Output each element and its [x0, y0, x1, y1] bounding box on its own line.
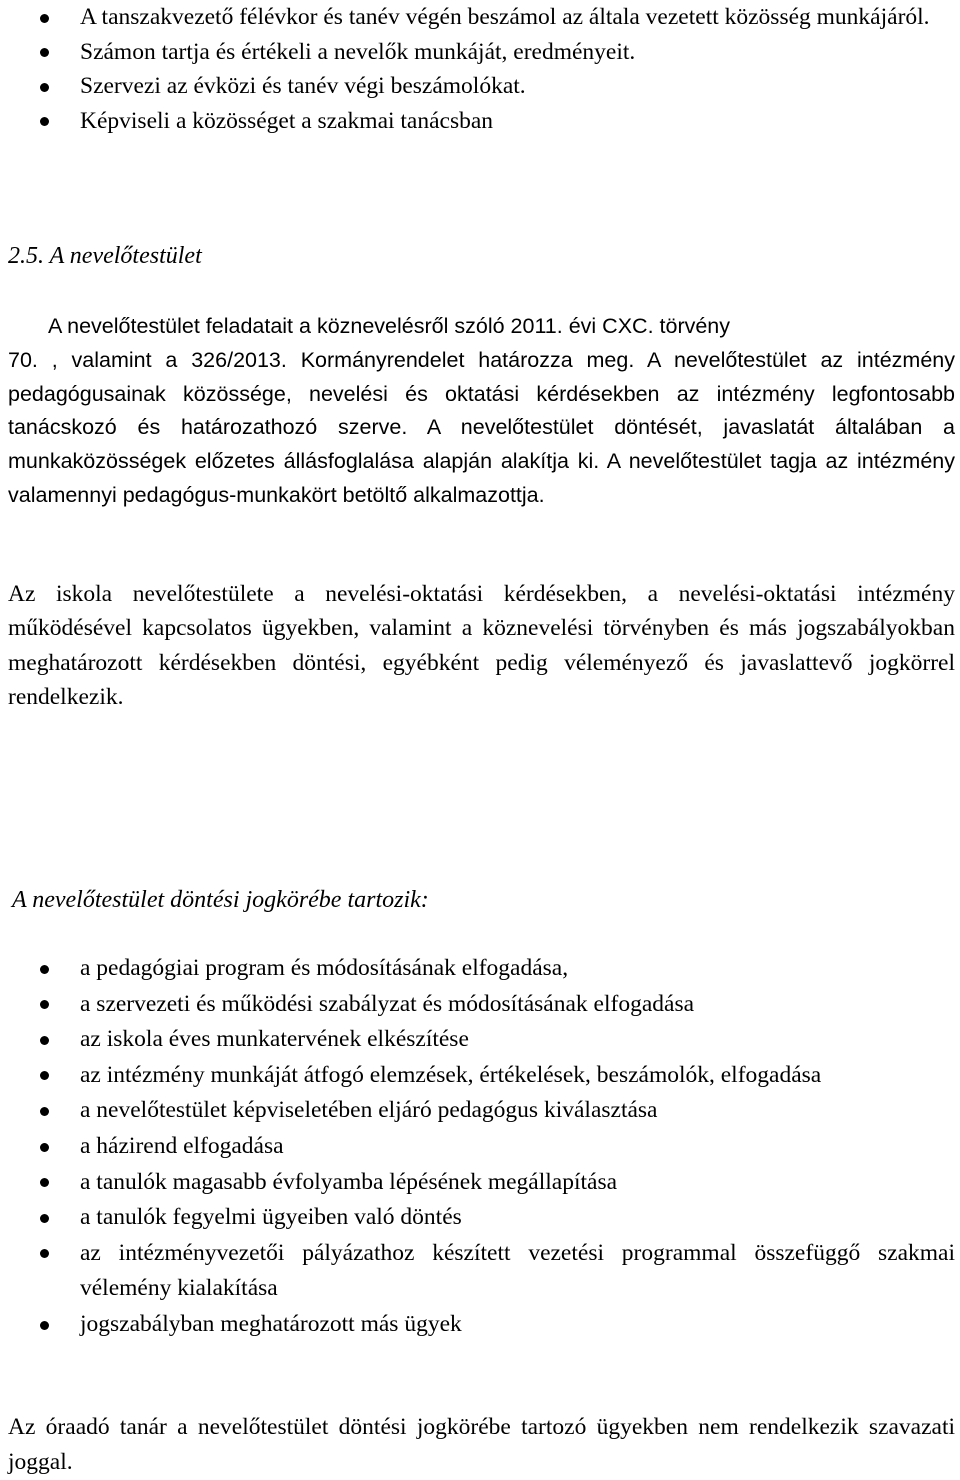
- list-item: [0, 1058, 955, 1094]
- list-item: [0, 104, 955, 139]
- bullet-icon: [40, 1214, 49, 1223]
- list-item-text: az iskola éves munkatervének elkészítése: [80, 1026, 469, 1053]
- list-item: [0, 69, 955, 104]
- bullet-icon: [40, 1071, 49, 1080]
- closing-paragraph: Az óraadó tanár a nevelőtestület döntési jogkörébe tartozó ügyekben nem rendelkezik szavazati joggal.: [8, 1414, 955, 1475]
- decision-list: [0, 951, 955, 1343]
- list-item: [0, 0, 955, 35]
- tanszakvezeto-duties-list: [0, 0, 955, 138]
- bullet-icon: [40, 117, 49, 126]
- paragraph-first-line: A nevelőtestület feladatait a köznevelésről szóló 2011. évi CXC. törvény: [48, 314, 731, 338]
- list-item: [0, 951, 955, 987]
- bullet-icon: [40, 1321, 49, 1330]
- bullet-icon: [40, 48, 49, 57]
- bullet-icon: [40, 1249, 49, 1258]
- list-item-text: az intézmény munkáját átfogó elemzések, értékelések, beszámolók, elfogadása: [80, 1061, 822, 1088]
- section-heading: 2.5. A nevelőtestület: [8, 243, 202, 269]
- bullet-icon: [40, 1107, 49, 1116]
- list-item: [0, 1307, 955, 1343]
- list-item-text: a pedagógiai program és módosításának elfogadása,: [80, 955, 569, 981]
- list-item: [0, 1165, 955, 1201]
- list-item-text: Szervezi az évközi és tanév végi beszámolókat.: [80, 73, 526, 99]
- list-item-text: Képviseli a közösséget a szakmai tanácsban: [80, 107, 494, 134]
- list-item: [0, 35, 955, 70]
- list-item-text: a házirend elfogadása: [80, 1132, 284, 1159]
- paragraph-body: 70. , valamint a 326/2013. Kormányrendelet határozza meg. A nevelőtestület az intézmény pedagógusainak közössége, nevelési és oktatási kérdésekben az intézmény legfontosabb tanácskozó és határozathozó szerve. A nevelőtestület döntését, javaslatát általában a munkaközösségek előzetes állásfoglalása alapján alakítja ki. A nevelőtestület tagja az intézmény valamennyi pedagógus-munkakört betöltő alkalmazottja.: [8, 347, 955, 507]
- bullet-icon: [40, 14, 49, 23]
- list-item: [0, 1129, 955, 1165]
- bullet-icon: [40, 965, 49, 974]
- list-item-text: a szervezeti és működési szabályzat és módosításának elfogadása: [80, 990, 695, 1017]
- list-item-text: jogszabályban meghatározott más ügyek: [80, 1310, 462, 1337]
- bullet-icon: [40, 1000, 49, 1009]
- list-item: [0, 1236, 955, 1307]
- list-item-text: a tanulók fegyelmi ügyeiben való döntés: [80, 1204, 462, 1231]
- list-item: [0, 1200, 955, 1236]
- bullet-icon: [40, 1036, 49, 1045]
- list-item: [0, 1093, 955, 1129]
- bullet-icon: [40, 83, 49, 92]
- section-paragraph-1: [8, 310, 955, 513]
- section-paragraph-2: Az iskola nevelőtestülete a nevelési-oktatási kérdésekben, a nevelési-oktatási intézmény működésével kapcsolatos ügyekben, valamint a köznevelési törvényben és más jogszabályokban meghatározott kérdésekben döntési, egyébként pedig véleményező és javaslattevő jogkörrel rendelkezik.: [8, 581, 955, 710]
- list-item: [0, 1022, 955, 1058]
- list-item-text: a tanulók magasabb évfolyamba lépésének megállapítása: [80, 1168, 618, 1195]
- list-item-text: a nevelőtestület képviseletében eljáró pedagógus kiválasztása: [80, 1097, 658, 1124]
- list-item: [0, 987, 955, 1023]
- bullet-icon: [40, 1178, 49, 1187]
- list-item-text: Számon tartja és értékeli a nevelők munkáját, eredményeit.: [80, 38, 636, 65]
- list-item-text: A tanszakvezető félévkor és tanév végén beszámol az általa vezetett közösség munkájáról.: [80, 4, 930, 30]
- list-item-text: az intézményvezetői pályázathoz készített vezetési programmal összefüggő szakmai vélemény kialakítása: [80, 1239, 955, 1302]
- bullet-icon: [40, 1143, 49, 1152]
- decision-heading: A nevelőtestület döntési jogkörébe tartozik:: [12, 887, 429, 913]
